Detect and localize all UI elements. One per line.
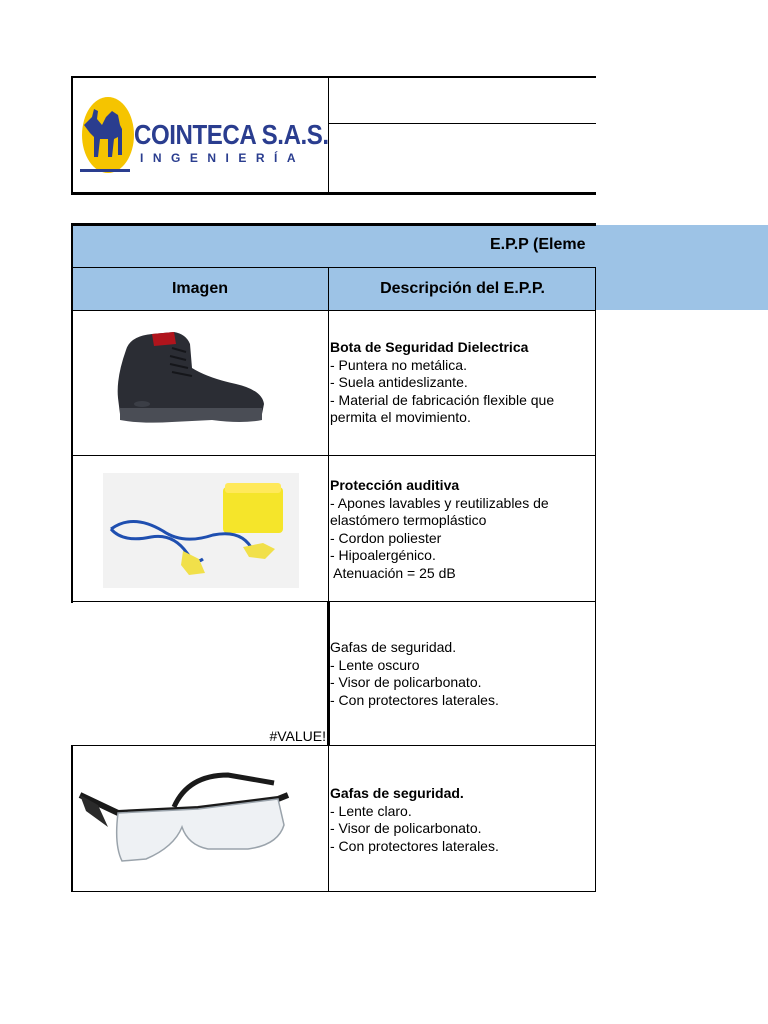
page-title: E.P.P (Eleme bbox=[490, 236, 586, 253]
row-4-title: Gafas de seguridad. bbox=[330, 785, 464, 801]
row-3-line: - Lente oscuro bbox=[330, 656, 420, 673]
row-4-line: - Visor de policarbonato. bbox=[330, 820, 482, 836]
company-logo bbox=[78, 95, 329, 177]
row-1-title: Bota de Seguridad Dielectrica bbox=[330, 339, 529, 355]
row-3-line: - Con protectores laterales. bbox=[330, 691, 499, 708]
safety-boot-image bbox=[112, 328, 268, 428]
earplugs-icon bbox=[103, 473, 299, 588]
row-3-line: Gafas de seguridad. bbox=[330, 639, 457, 655]
row-2-line: - Apones lavables y reutilizables de bbox=[330, 494, 549, 511]
row-2-line: Atenuación = 25 dB bbox=[330, 564, 456, 581]
column-header-image: Imagen bbox=[171, 280, 228, 297]
row-1-line: - Material de fabricación flexible que bbox=[330, 391, 555, 408]
safety-glasses-image bbox=[78, 765, 294, 871]
logo-tagline: INGENIERÍA bbox=[140, 151, 306, 165]
safety-boot-icon bbox=[112, 328, 268, 428]
safety-glasses-icon bbox=[78, 765, 294, 871]
logo-company-name: COINTECA S.A.S. bbox=[134, 119, 329, 150]
row-2-line: - Hipoalergénico. bbox=[330, 547, 436, 563]
column-header-description: Descripción del E.P.P. bbox=[380, 280, 545, 297]
image-error-value: #VALUE! bbox=[269, 728, 326, 744]
row-2-line: - Cordon poliester bbox=[330, 529, 442, 546]
row-4-line: - Lente claro. bbox=[330, 802, 412, 819]
row-1-line: - Suela antideslizante. bbox=[330, 374, 468, 390]
row-2-description bbox=[330, 477, 594, 582]
earplugs-image bbox=[103, 473, 299, 588]
title-banner bbox=[72, 225, 768, 267]
row-3-description bbox=[330, 639, 594, 709]
row-1-line: permita el movimiento. bbox=[330, 409, 471, 425]
row-1-line: - Puntera no metálica. bbox=[330, 356, 467, 373]
row-2-title: Protección auditiva bbox=[330, 477, 460, 493]
row-2-line: elastómero termoplástico bbox=[330, 512, 487, 528]
row-4-line: - Con protectores laterales. bbox=[330, 837, 499, 854]
row-4-description bbox=[330, 785, 594, 855]
row-3-line: - Visor de policarbonato. bbox=[330, 674, 482, 690]
row-1-description bbox=[330, 339, 594, 427]
